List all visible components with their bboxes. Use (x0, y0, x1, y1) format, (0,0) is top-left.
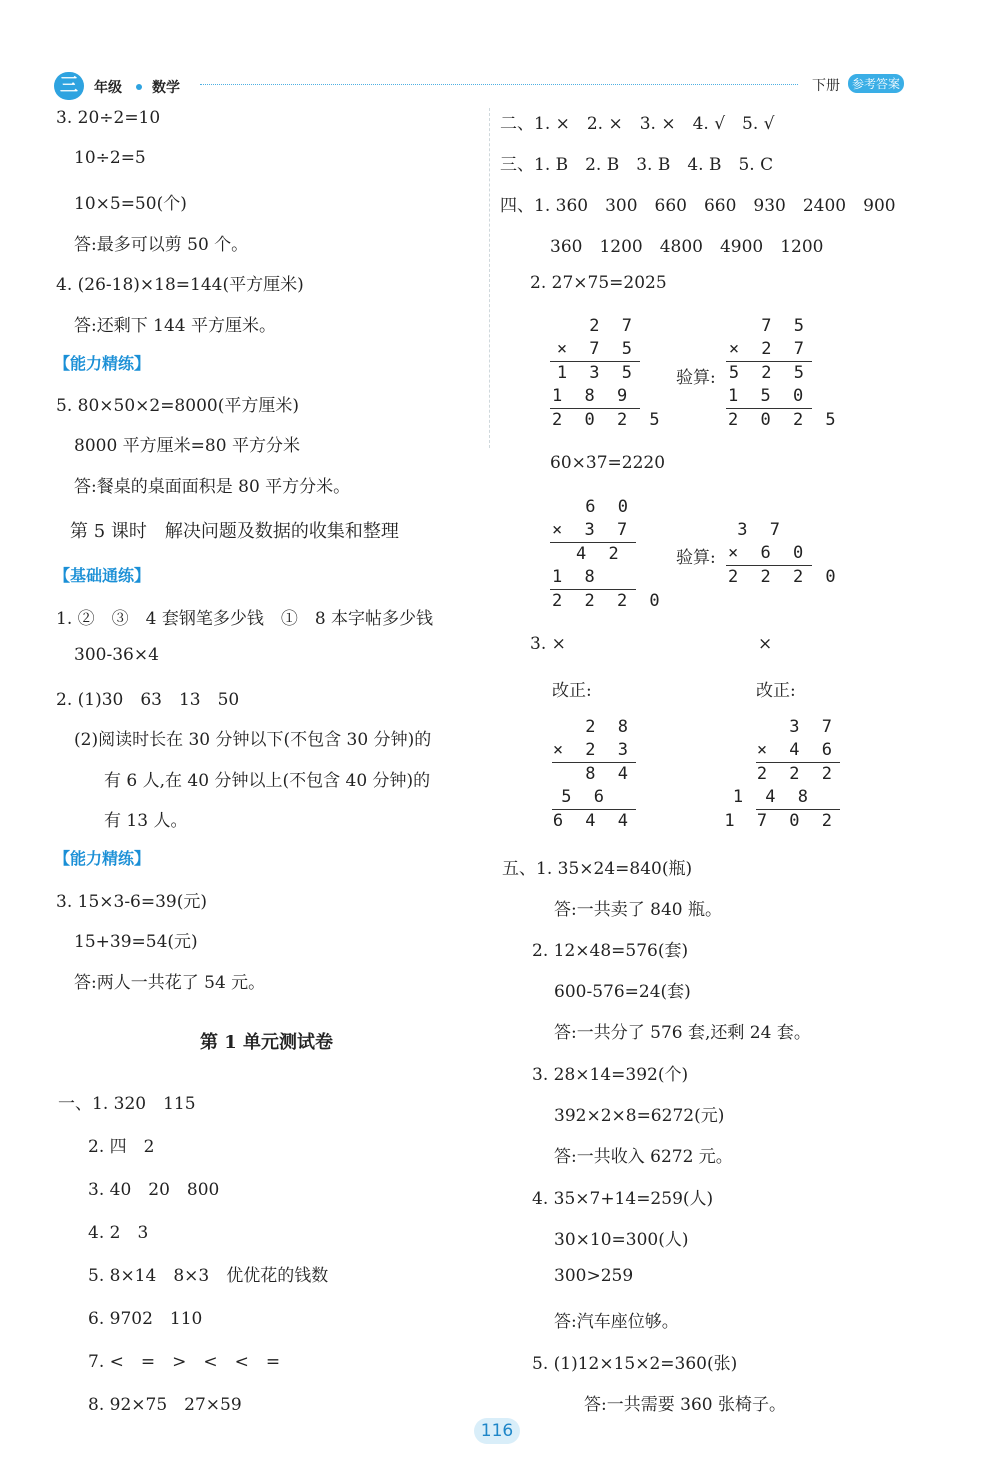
left-line: 2. (1)30 63 13 50 (56, 690, 240, 710)
calc-row: 2 0 2 5 (552, 410, 666, 430)
calc-row: 2 7 (589, 316, 638, 336)
right-line: 60×37=2220 (550, 453, 666, 473)
page-header (52, 72, 922, 102)
calc-row: 1 7 0 2 (724, 811, 838, 831)
left-line: 8. 92×75 27×59 (88, 1395, 242, 1415)
right-line: 答:一共收入 6272 元。 (554, 1147, 733, 1167)
left-line: 5. 8×14 8×3 优优花的钱数 (88, 1266, 329, 1286)
calc-row: 2 8 (585, 717, 634, 737)
left-line: 10÷2=5 (74, 148, 146, 168)
calc-rule (726, 361, 812, 362)
vertical-calc (552, 717, 636, 835)
left-line: 3. 20÷2=10 (56, 108, 161, 128)
calc-row: 1 4 8 (732, 787, 814, 807)
verify-label: 验算: (676, 548, 716, 568)
right-line: 4. 35×7+14=259(人) (532, 1189, 714, 1209)
left-line: 答:还剩下 144 平方厘米。 (74, 316, 276, 336)
vertical-calc (726, 520, 842, 592)
right-line: 360 1200 4800 4900 1200 (550, 237, 824, 257)
right-line: × (758, 634, 773, 654)
calc-rule (756, 809, 840, 810)
calc-row: 3 7 (789, 717, 838, 737)
calc-rule (726, 565, 812, 566)
left-line: 7. < = > < < = (88, 1352, 281, 1372)
right-line: 改正: (756, 681, 796, 701)
right-line: 答:一共卖了 840 瓶。 (554, 900, 722, 920)
calc-row: 2 2 2 (756, 764, 838, 784)
right-line: 3. × (530, 634, 566, 654)
column-divider (489, 108, 490, 448)
calc-rule (756, 762, 840, 763)
right-line: 答:汽车座位够。 (554, 1312, 679, 1332)
right-line: 答:一共分了 576 套,还剩 24 套。 (554, 1023, 811, 1043)
unit-test-title: 第 1 单元测试卷 (200, 1032, 334, 1053)
right-line: 2. 27×75=2025 (530, 273, 667, 293)
left-line: 2. 四 2 (88, 1137, 155, 1157)
answers-badge: 参考答案 (848, 74, 904, 93)
right-line: 5. (1)12×15×2=360(张) (532, 1354, 738, 1374)
right-line: 300>259 (554, 1266, 634, 1286)
calc-rule (550, 542, 636, 543)
calc-row: × 6 0 (728, 543, 810, 563)
left-line: (2)阅读时长在 30 分钟以下(不包含 30 分钟)的 (74, 730, 432, 750)
volume-label: 下册 (812, 78, 840, 94)
right-line: 600-576=24(套) (554, 982, 691, 1002)
left-line: 有 13 人。 (104, 811, 188, 831)
header-rule (200, 84, 798, 85)
calc-row: 2 2 2 0 (552, 591, 666, 611)
right-line: 改正: (552, 681, 592, 701)
calc-row: 2 2 2 0 (728, 567, 842, 587)
calc-rule (550, 361, 640, 362)
subject-label: 数学 (152, 80, 180, 96)
left-line: 答:两人一共花了 54 元。 (74, 973, 266, 993)
right-line: 30×10=300(人) (554, 1230, 689, 1250)
left-line: 4. 2 3 (88, 1223, 149, 1243)
calc-row: 1 3 5 (556, 363, 638, 383)
lesson-title: 第 5 课时 解决问题及数据的收集和整理 (70, 521, 399, 542)
left-line: 6. 9702 110 (88, 1309, 203, 1329)
right-line: 392×2×8=6272(元) (554, 1106, 725, 1126)
calc-row: × 4 6 (756, 740, 838, 760)
right-line: 二、1. × 2. × 3. × 4. √ 5. √ (500, 114, 775, 134)
left-line: 8000 平方厘米=80 平方分米 (74, 436, 300, 456)
calc-row: 1 8 (552, 567, 601, 587)
grade-label: 年级 (94, 80, 122, 96)
left-line: 有 6 人,在 40 分钟以上(不包含 40 分钟)的 (104, 771, 431, 791)
left-line: 3. 15×3-6=39(元) (56, 892, 208, 912)
section-heading: 【能力精练】 (54, 354, 151, 373)
calc-row: 6 0 (585, 497, 634, 517)
left-line: 4. (26-18)×18=144(平方厘米) (56, 275, 304, 295)
verify-label: 验算: (676, 368, 716, 388)
calc-rule (550, 589, 636, 590)
section-heading: 【基础通练】 (54, 566, 151, 585)
right-line: 3. 28×14=392(个) (532, 1065, 689, 1085)
left-line: 答:餐桌的桌面面积是 80 平方分米。 (74, 477, 351, 497)
dot-separator (136, 84, 142, 90)
left-line: 一、1. 320 115 (58, 1094, 196, 1114)
calc-row: 7 5 (761, 316, 810, 336)
calc-row: 6 4 4 (552, 811, 634, 831)
left-line: 300-36×4 (74, 645, 159, 665)
vertical-calc (550, 316, 666, 434)
calc-row: 5 6 (561, 787, 610, 807)
left-line: 答:最多可以剪 50 个。 (74, 235, 249, 255)
vertical-calc (550, 497, 666, 615)
grade-badge: 三 (54, 72, 84, 100)
right-line: 三、1. B 2. B 3. B 4. B 5. C (500, 155, 774, 175)
calc-rule (552, 762, 636, 763)
calc-row: × 2 7 (728, 339, 810, 359)
left-line: 10×5=50(个) (74, 194, 187, 214)
left-line: 3. 40 20 800 (88, 1180, 220, 1200)
right-line: 四、1. 360 300 660 660 930 2400 900 (500, 196, 896, 216)
left-line: 1. ② ③ 4 套钢笔多少钱 ① 8 本字帖多少钱 (56, 609, 434, 629)
right-line: 五、1. 35×24=840(瓶) (502, 859, 693, 879)
calc-row: 5 2 5 (728, 363, 810, 383)
right-line: 答:一共需要 360 张椅子。 (584, 1395, 786, 1415)
vertical-calc (726, 316, 842, 434)
calc-row: 1 5 0 (728, 386, 810, 406)
calc-row: × 3 7 (552, 520, 634, 540)
calc-row: 2 0 2 5 (728, 410, 842, 430)
calc-row: 8 4 (585, 764, 634, 784)
left-line: 5. 80×50×2=8000(平方厘米) (56, 396, 299, 416)
page-number: 116 (474, 1418, 520, 1444)
calc-rule (552, 809, 636, 810)
calc-row: × 2 3 (552, 740, 634, 760)
calc-row: × 7 5 (556, 339, 638, 359)
calc-rule (726, 408, 812, 409)
calc-row: 1 8 9 (552, 386, 634, 406)
right-line: 2. 12×48=576(套) (532, 941, 689, 961)
vertical-calc (724, 717, 840, 835)
calc-rule (550, 408, 640, 409)
calc-row: 4 2 (576, 544, 625, 564)
section-heading: 【能力精练】 (54, 849, 151, 868)
left-line: 15+39=54(元) (74, 932, 198, 952)
calc-row: 3 7 (737, 520, 786, 540)
